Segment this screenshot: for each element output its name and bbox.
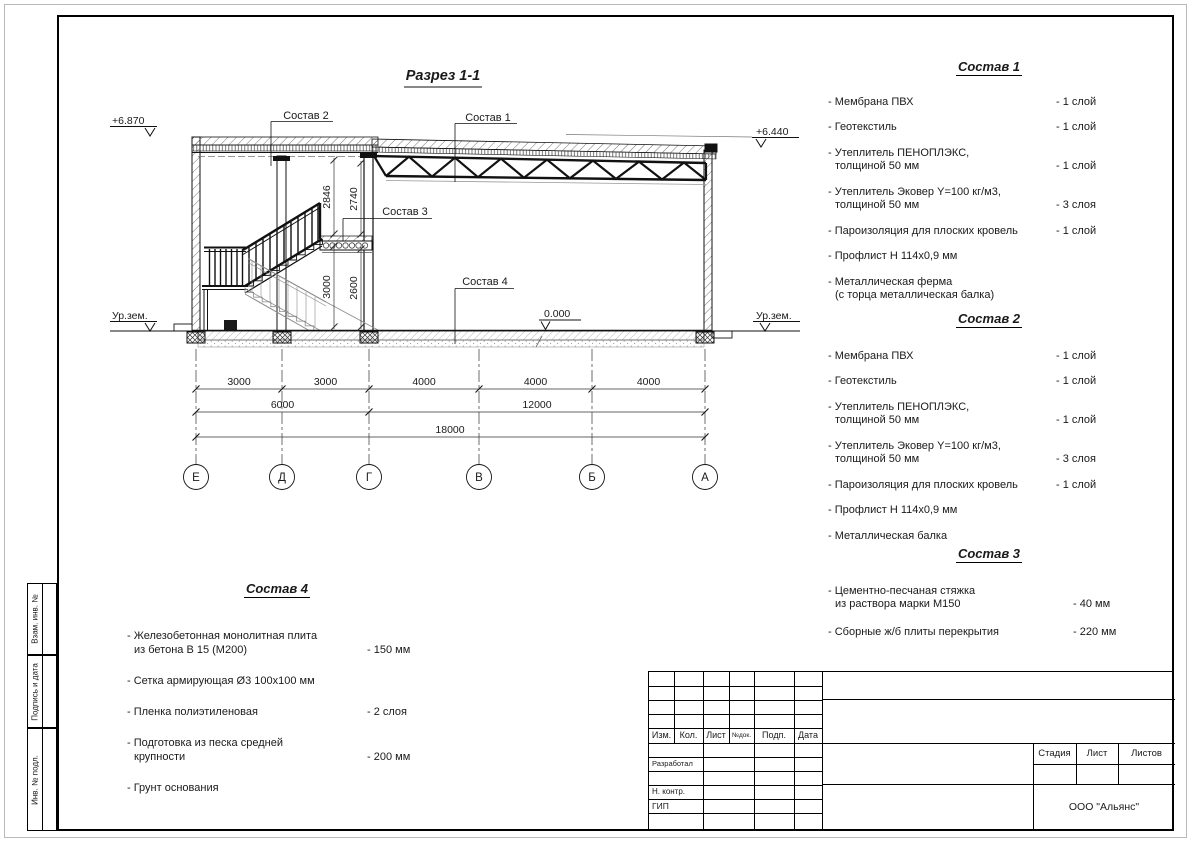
item-value: - 2 слоя [367,706,408,718]
tb-col-kol: Кол. [679,730,698,740]
item-value: - 1 слой [1056,95,1097,108]
item-value: - 3 слоя [1056,453,1097,465]
composition-item [828,626,1150,640]
item-text: - Подготовка из песка средней крупности [127,737,283,763]
dim-label: 2740 [348,187,360,211]
composition-item [828,401,1150,428]
item-text: - Профлист Н 114х0,9 мм [828,250,958,262]
tb-sheets: Листов [1131,748,1162,759]
item-value: - 1 слой [1056,349,1097,362]
composition-item [127,736,427,764]
composition-title: Состав 2 [957,311,1021,326]
item-text: - Металлическая балка [828,529,948,542]
composition-item [828,186,1150,213]
composition-item [828,440,1150,467]
tb-col-ndok: №док. [731,732,752,739]
dim-label: 18000 [435,424,465,436]
tb-row-developed: Разработал [652,759,693,768]
composition-item [828,96,1150,110]
item-value: - 1 слой [1056,478,1097,491]
callout-label: Состав 3 [382,206,428,218]
dim-label: 6000 [270,399,295,411]
composition-item [828,479,1150,493]
composition-list-2 [828,312,1150,555]
ground-level-label: Ур.зем. [112,310,148,322]
staircase [202,203,378,332]
item-text: - Утеплитель ПЕНОПЛЭКС, толщиной 50 мм [828,146,970,172]
axis-label: Г [365,472,373,484]
item-value: - 40 мм [1073,598,1111,610]
item-text: - Геотекстиль [828,375,897,387]
item-text: - Пароизоляция для плоских кровель [828,478,1018,491]
roof-truss [374,156,706,185]
composition-title: Состав 4 [245,581,309,596]
item-text: - Утеплитель ПЕНОПЛЭКС, толщиной 50 мм [828,400,970,426]
item-text: - Железобетонная монолитная плита из бетона В 15 (М200) [127,630,318,656]
stamp-label: Подпись и дата [30,662,40,721]
ground-level-label: Ур.зем. [756,310,792,322]
item-value: - 220 мм [1073,625,1117,638]
dim-label: 3000 [321,275,333,299]
axis-label: А [701,472,709,484]
tb-sheet: Лист [1086,748,1108,759]
horizontal-dimensions [193,349,709,464]
tb-row-ncontrol: Н. контр. [652,787,686,796]
dim-label: 2846 [321,185,333,209]
item-text: - Геотекстиль [828,121,897,133]
axis-label: Е [192,472,200,484]
callout-label: Состав 2 [283,110,329,122]
stamp-label: Инв. № подл. [30,754,40,805]
axis-label: В [475,472,483,484]
dim-label: 2600 [348,276,360,300]
composition-item [828,147,1150,174]
composition-item [828,585,1150,612]
stamp-inv-podl [27,728,57,831]
item-value: - 1 слой [1056,414,1097,426]
composition-item [828,121,1150,135]
composition-item [828,276,1150,303]
item-text: - Мембрана ПВХ [828,95,914,108]
stamp-podpis-data [27,655,57,728]
composition-item [828,250,1150,264]
axis-label: Б [588,472,596,484]
dim-label: 4000 [636,376,661,388]
dim-label: 4000 [412,376,436,388]
item-value: - 1 слой [1056,160,1097,172]
elevation-label: +6.440 [756,126,789,138]
item-text: - Сборные ж/б плиты перекрытия [828,625,999,638]
composition-item [127,781,427,795]
item-text: - Утеплитель Эковер Y=100 кг/м3, толщиной 50 мм [828,439,1001,465]
callout-label: Состав 4 [462,276,508,288]
stamp-label: Взам. инв. № [30,594,40,644]
elevation-label: +6.870 [112,115,145,127]
composition-list-4 [127,582,427,812]
dim-label: 4000 [523,376,548,388]
axis-label: Д [278,472,286,484]
item-value: - 1 слой [1056,121,1097,133]
composition-item [828,350,1150,364]
tb-row-gip: ГИП [652,801,669,811]
tb-col-data: Дата [798,730,818,740]
item-text: - Грунт основания [127,782,219,794]
item-text: - Профлист Н 114х0,9 мм [828,504,958,516]
item-value: - 200 мм [367,751,411,763]
stamp-vzam-inv [27,583,57,655]
item-text: - Цементно-песчаная стяжка из раствора марки М150 [828,584,976,610]
composition-item [828,504,1150,518]
dim-label: 3000 [313,376,338,388]
tb-col-podp: Подп. [762,730,786,740]
composition-item [127,674,427,688]
composition-list-3 [828,547,1150,653]
composition-title: Состав 3 [957,546,1021,561]
item-value: - 150 мм [367,644,411,656]
composition-item [828,530,1150,544]
section-title-text: Разрез 1-1 [405,68,481,84]
item-text: - Мембрана ПВХ [828,349,914,362]
zero-level-label: 0.000 [544,308,571,320]
composition-list-1 [828,60,1150,315]
tb-col-list: Лист [706,730,726,740]
composition-item [828,225,1150,239]
dim-label: 12000 [522,399,552,411]
item-value: - 3 слоя [1056,199,1097,211]
composition-item [127,705,427,719]
item-text: - Металлическая ферма (с торца металлическая балка) [828,275,995,301]
composition-item [828,375,1150,389]
tb-stage: Стадия [1038,748,1071,759]
dim-label: 3000 [227,376,251,388]
item-value: - 1 слой [1056,224,1097,237]
item-value: - 1 слой [1056,375,1097,387]
section-title [404,68,482,87]
mezzanine-slab [320,236,372,253]
title-block [648,671,1174,831]
item-text: - Сетка армирующая Ø3 100х100 мм [127,675,315,687]
item-text: - Пленка полиэтиленовая [127,706,258,718]
callout-label: Состав 1 [465,112,511,124]
tb-col-izm: Изм. [651,730,672,740]
item-text: - Утеплитель Эковер Y=100 кг/м3, толщиной 50 мм [828,185,1001,211]
item-text: - Пароизоляция для плоских кровель [828,224,1018,237]
composition-item [127,629,427,657]
axis-bubbles [184,465,718,490]
tb-company: ООО "Альянс" [1068,800,1140,813]
composition-title: Состав 1 [957,59,1021,74]
